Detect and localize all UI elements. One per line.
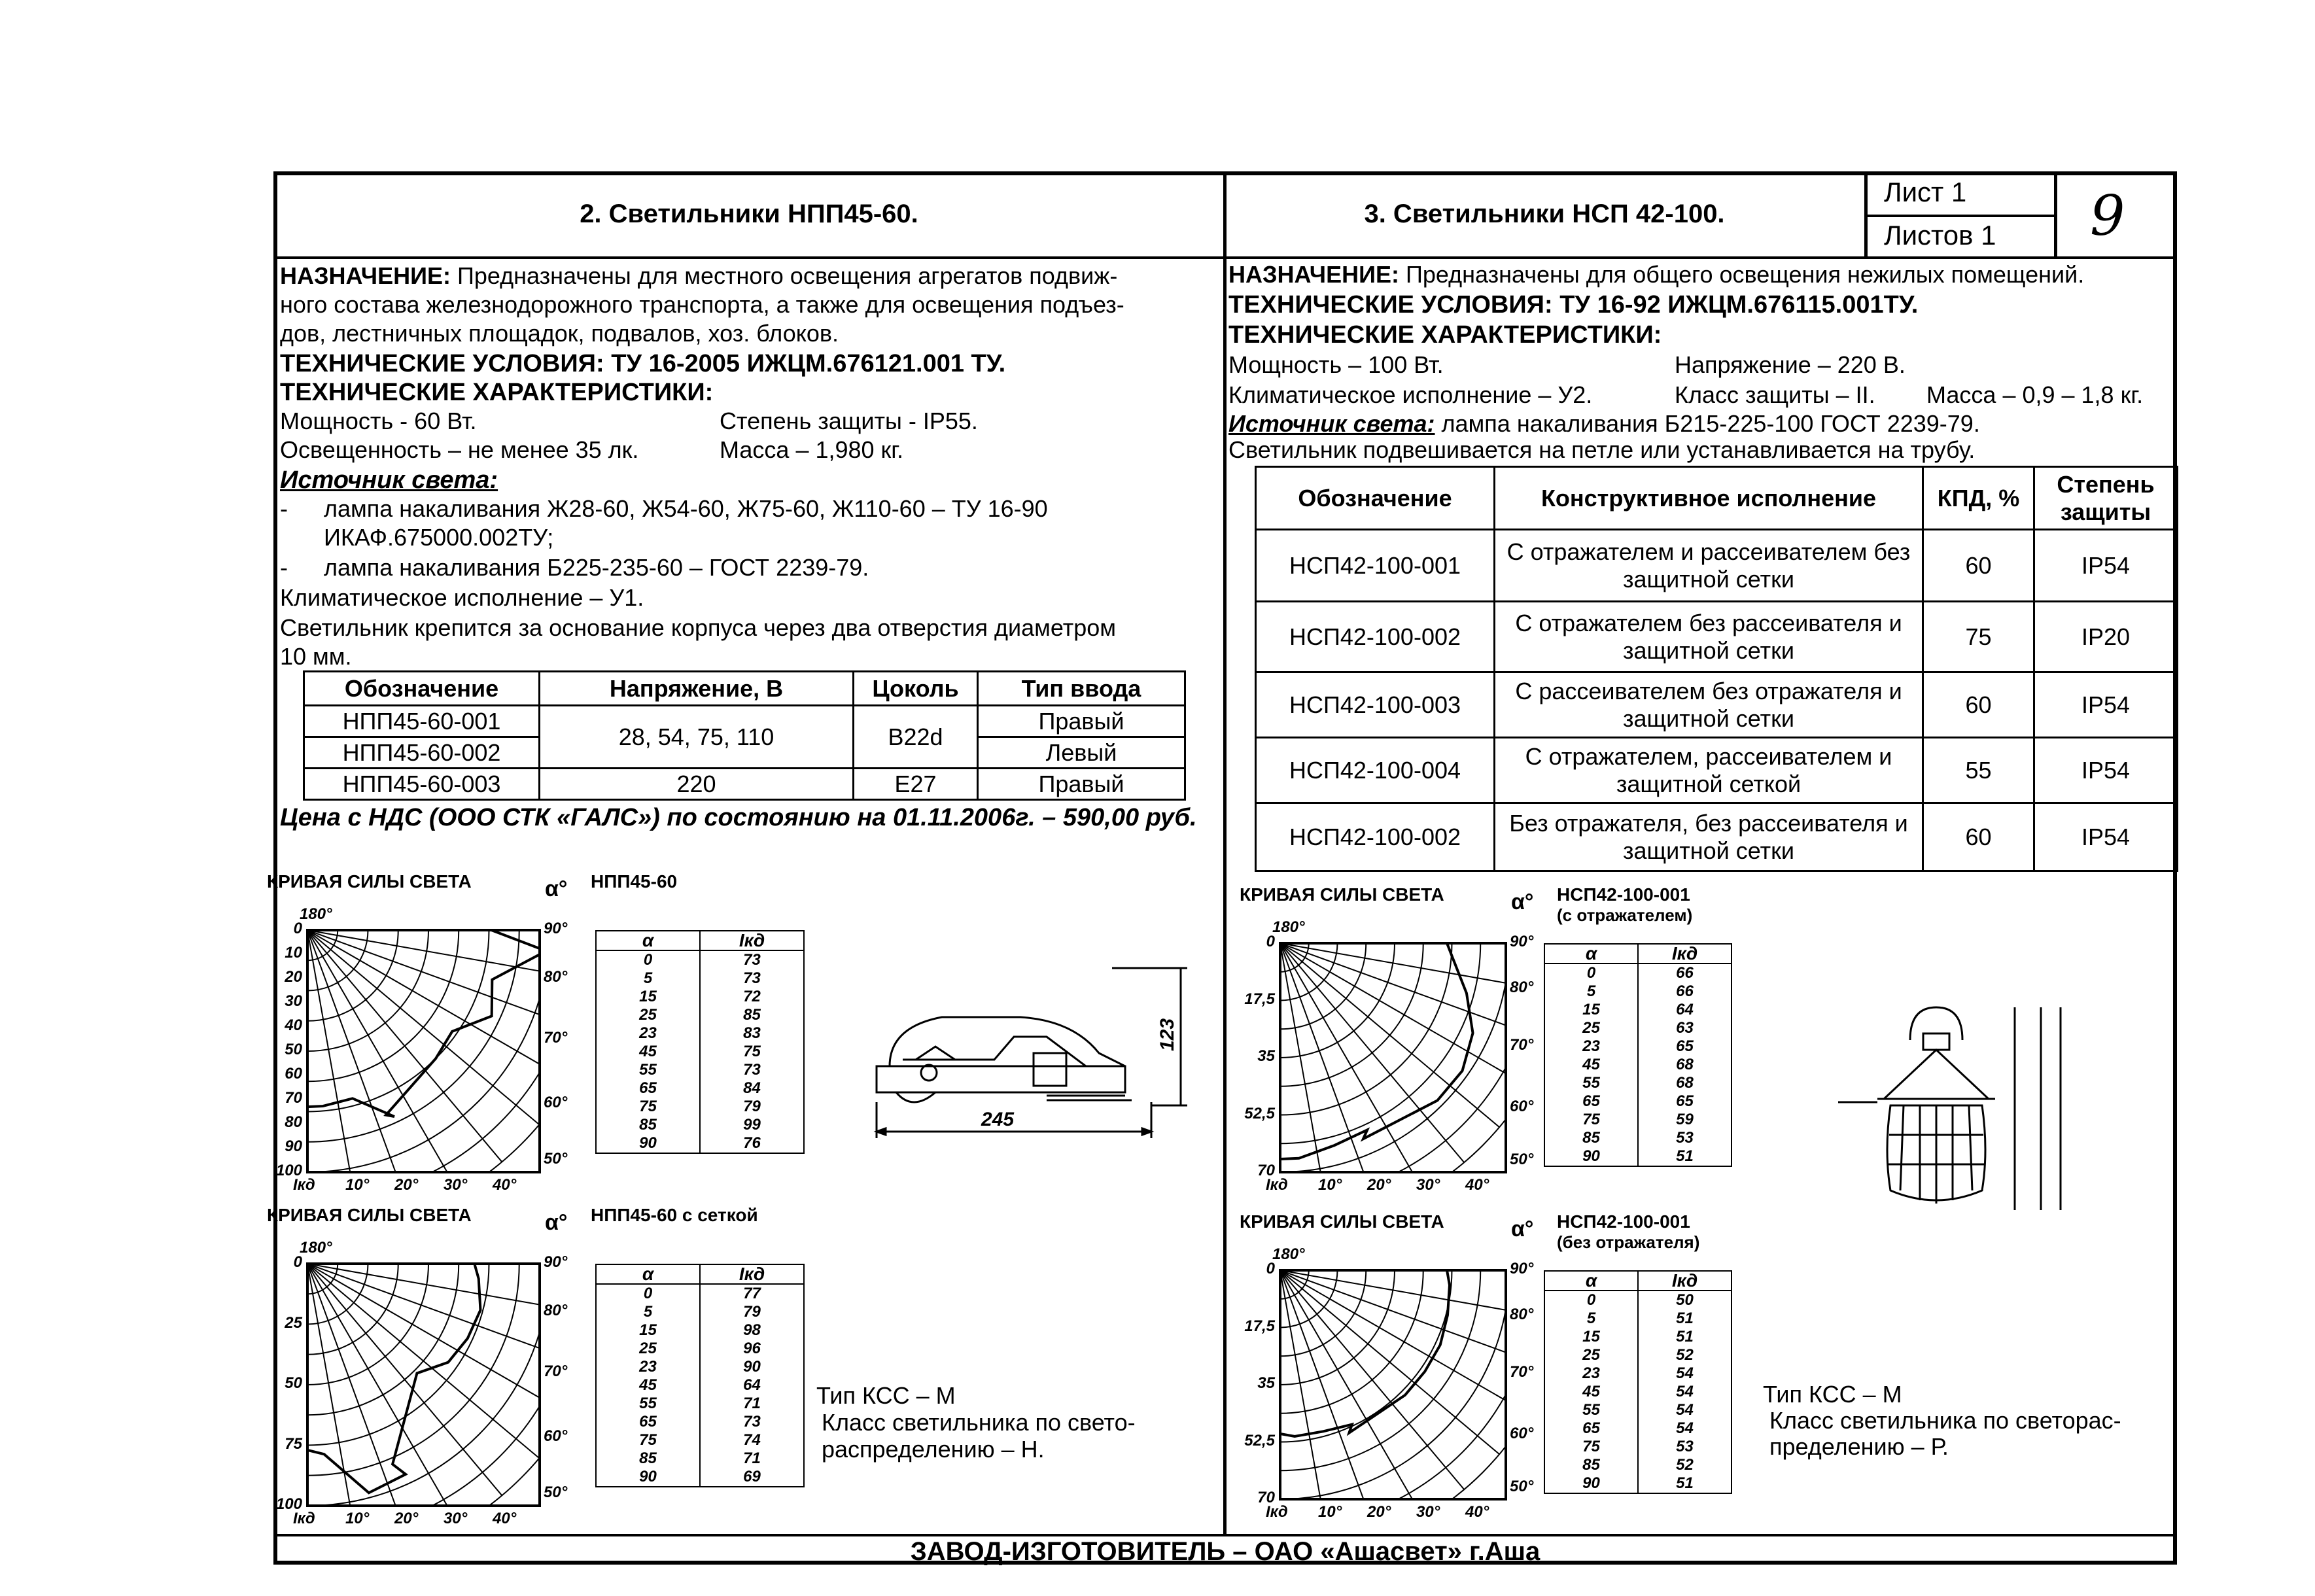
left-mount-b: 10 мм. bbox=[280, 643, 352, 670]
table-cell: 75 bbox=[700, 1043, 804, 1061]
table-cell: НПП45-60-002 bbox=[304, 737, 540, 769]
left-section-title: 2. Светильники НПП45-60. bbox=[580, 200, 918, 228]
y-axis-label: 100 bbox=[275, 1162, 302, 1179]
bottom-degree-label: 10° bbox=[1318, 1176, 1342, 1194]
table-cell: 75 bbox=[596, 1098, 700, 1116]
curve-label: КРИВАЯ СИЛЫ СВЕТА bbox=[1240, 1211, 1444, 1232]
intensity-table bbox=[595, 930, 805, 1154]
table-cell: 77 bbox=[700, 1284, 804, 1303]
left-purpose-line-3: дов, лестничных площадок, подвалов, хоз. блоков. bbox=[280, 320, 839, 347]
table-cell: 15 bbox=[1544, 1001, 1638, 1019]
right-source-heading: Источник света: bbox=[1228, 410, 1435, 437]
y-axis-label: 35 bbox=[1257, 1374, 1275, 1392]
table-cell: С отражателем, рассеивателем и защитной сеткой bbox=[1495, 738, 1923, 803]
table-cell: 65 bbox=[596, 1079, 700, 1098]
right-purpose-label: НАЗНАЧЕНИЕ: bbox=[1228, 261, 1399, 288]
right-mount: Светильник подвешивается на петле или устанавливается на трубу. bbox=[1228, 436, 1976, 463]
side-degree-label: 70° bbox=[544, 1028, 568, 1047]
polar-grid bbox=[306, 929, 541, 1173]
table-cell: 55 bbox=[1544, 1074, 1638, 1092]
table-cell: IP54 bbox=[2034, 672, 2178, 738]
curve-label: КРИВАЯ СИЛЫ СВЕТА bbox=[267, 1205, 472, 1225]
left-purpose-label: НАЗНАЧЕНИЕ: bbox=[280, 262, 451, 289]
table-cell: 59 bbox=[1638, 1111, 1732, 1129]
right-class: Класс защиты – II. bbox=[1675, 381, 1875, 408]
table-cell: IP54 bbox=[2034, 803, 2178, 871]
bottom-degree-label: 10° bbox=[345, 1510, 370, 1527]
side-degree-label: 60° bbox=[544, 1427, 568, 1446]
y-axis-label: 25 bbox=[285, 1313, 302, 1332]
table-header: α bbox=[1544, 944, 1638, 963]
left-protection: Степень защиты - IP55. bbox=[720, 408, 978, 434]
left-lamp1-dash: - bbox=[280, 495, 288, 522]
table-cell: НПП45-60-003 bbox=[304, 769, 540, 800]
left-source-heading: Источник света: bbox=[280, 466, 498, 494]
left-price: Цена с НДС (ООО СТК «ГАЛС») по состоянию на 01.11.2006г. – 590,00 руб. bbox=[280, 804, 1197, 831]
table-cell: 63 bbox=[1638, 1019, 1732, 1037]
table-header: Iкд bbox=[1638, 1271, 1732, 1291]
table-cell: 54 bbox=[1638, 1383, 1732, 1401]
table-cell: 90 bbox=[596, 1134, 700, 1153]
nsp42-luminaire-drawing bbox=[1825, 994, 2074, 1236]
table-cell: 0 bbox=[1544, 1291, 1638, 1310]
table-header: Конструктивное исполнение bbox=[1495, 467, 1923, 530]
table-cell: 65 bbox=[596, 1413, 700, 1431]
y-axis-label: 20 bbox=[285, 968, 302, 986]
table-cell: 66 bbox=[1638, 963, 1732, 982]
table-header: Цоколь bbox=[854, 672, 978, 706]
degree-180-label: 180° bbox=[300, 905, 332, 923]
right-spec-line: ТЕХНИЧЕСКИЕ УСЛОВИЯ: ТУ 16-92 ИЖЦМ.676115.001ТУ. bbox=[1228, 291, 1919, 319]
table-cell: 85 bbox=[596, 1449, 700, 1468]
table-header: Тип ввода bbox=[978, 672, 1185, 706]
left-lamp1-b: ИКАФ.675000.002ТУ; bbox=[324, 524, 554, 551]
table-cell: 71 bbox=[700, 1395, 804, 1413]
table-cell: 45 bbox=[1544, 1056, 1638, 1074]
table-cell: 65 bbox=[1544, 1419, 1638, 1438]
table-header: Iкд bbox=[700, 931, 804, 950]
curve-model-name: НСП42-100-001 bbox=[1557, 884, 1690, 905]
side-degree-label: 60° bbox=[1510, 1425, 1534, 1442]
left-purpose-line-2: ного состава железнодорожного транспорта, а также для освещения подъез- bbox=[280, 291, 1124, 318]
left-dim-height: 123 bbox=[1157, 1018, 1179, 1052]
right-voltage: Напряжение – 220 В. bbox=[1675, 351, 1906, 378]
table-header: α bbox=[596, 1264, 700, 1284]
y-axis-label: 75 bbox=[285, 1434, 302, 1453]
side-degree-label: 70° bbox=[544, 1362, 568, 1380]
bottom-degree-label: 10° bbox=[1318, 1503, 1342, 1521]
left-kss-class-a: Класс светильника по свето- bbox=[822, 1409, 1136, 1436]
left-mass: Масса – 1,980 кг. bbox=[720, 436, 904, 463]
table-cell: 54 bbox=[1638, 1364, 1732, 1383]
degree-180-label: 180° bbox=[300, 1239, 332, 1257]
right-purpose bbox=[1228, 260, 2084, 289]
table-cell: 79 bbox=[700, 1303, 804, 1321]
table-header: α bbox=[1544, 1271, 1638, 1291]
y-axis-label: 90 bbox=[285, 1137, 302, 1155]
table-cell: 75 bbox=[1544, 1438, 1638, 1456]
table-cell: Правый bbox=[978, 769, 1185, 800]
right-kss-class-b: пределению – Р. bbox=[1769, 1433, 1949, 1460]
table-cell: 83 bbox=[700, 1024, 804, 1043]
table-cell: НСП42-100-002 bbox=[1256, 803, 1495, 871]
table-cell: 23 bbox=[1544, 1037, 1638, 1056]
left-power: Мощность - 60 Вт. bbox=[280, 408, 477, 434]
side-degree-label: 70° bbox=[1510, 1035, 1534, 1054]
table-cell: 79 bbox=[700, 1098, 804, 1116]
table-cell: 25 bbox=[1544, 1019, 1638, 1037]
table-cell: 15 bbox=[1544, 1328, 1638, 1346]
bottom-degree-label: 30° bbox=[444, 1176, 468, 1194]
table-cell: 64 bbox=[700, 1376, 804, 1395]
table-cell: E27 bbox=[854, 769, 978, 800]
table-cell: 90 bbox=[700, 1358, 804, 1376]
y-axis-label: 70 bbox=[285, 1089, 302, 1107]
table-cell: IP54 bbox=[2034, 530, 2178, 602]
table-cell: 53 bbox=[1638, 1438, 1732, 1456]
table-cell: 90 bbox=[1544, 1147, 1638, 1166]
y-axis-label: 0 bbox=[293, 1253, 302, 1271]
table-cell: 73 bbox=[700, 950, 804, 969]
table-cell: 0 bbox=[596, 1284, 700, 1303]
table-cell: НПП45-60-001 bbox=[304, 706, 540, 737]
table-cell: 60 bbox=[1923, 672, 2034, 738]
table-cell: 55 bbox=[596, 1395, 700, 1413]
table-cell: 45 bbox=[596, 1376, 700, 1395]
table-cell: 98 bbox=[700, 1321, 804, 1340]
side-degree-label: 90° bbox=[1510, 933, 1534, 950]
left-illuminance: Освещенность – не менее 35 лк. bbox=[280, 436, 639, 463]
bottom-degree-label: 40° bbox=[493, 1176, 517, 1194]
side-degree-label: 90° bbox=[544, 920, 568, 937]
table-cell: 99 bbox=[700, 1116, 804, 1134]
table-cell: 75 bbox=[596, 1431, 700, 1449]
table-cell: 65 bbox=[1638, 1037, 1732, 1056]
kd-unit-label: Iкд bbox=[1266, 1176, 1288, 1194]
table-cell: 0 bbox=[1544, 963, 1638, 982]
table-cell: 72 bbox=[700, 988, 804, 1006]
table-cell: 71 bbox=[700, 1449, 804, 1468]
table-cell: 25 bbox=[596, 1340, 700, 1358]
table-cell: С рассеивателем без отражателя и защитной сетки bbox=[1495, 672, 1923, 738]
kd-unit-label: Iкд bbox=[1266, 1503, 1288, 1521]
table-cell: 51 bbox=[1638, 1147, 1732, 1166]
left-lamp2-dash: - bbox=[280, 554, 288, 581]
intensity-table bbox=[1544, 943, 1732, 1167]
table-cell: 53 bbox=[1638, 1129, 1732, 1147]
bottom-degree-label: 40° bbox=[493, 1510, 517, 1527]
side-degree-label: 50° bbox=[544, 1483, 568, 1501]
left-model-table bbox=[303, 670, 1186, 801]
table-cell: Без отражателя, без рассеивателя и защитной сетки bbox=[1495, 803, 1923, 871]
right-power: Мощность – 100 Вт. bbox=[1228, 351, 1444, 378]
left-lamp2: лампа накаливания Б225-235-60 – ГОСТ 2239-79. bbox=[324, 554, 869, 581]
table-cell: Правый bbox=[978, 706, 1185, 737]
table-cell: 73 bbox=[700, 1413, 804, 1431]
table-cell: 60 bbox=[1923, 530, 2034, 602]
table-header: Обозначение bbox=[1256, 467, 1495, 530]
table-cell: 52 bbox=[1638, 1456, 1732, 1474]
table-cell: 55 bbox=[1923, 738, 2034, 803]
table-cell: НСП42-100-001 bbox=[1256, 530, 1495, 602]
table-cell: 60 bbox=[1923, 803, 2034, 871]
y-axis-label: 0 bbox=[1266, 933, 1275, 950]
bottom-degree-label: 20° bbox=[394, 1176, 419, 1194]
table-cell: 23 bbox=[596, 1024, 700, 1043]
table-cell: 51 bbox=[1638, 1474, 1732, 1493]
right-model-table bbox=[1255, 466, 2178, 872]
y-axis-label: 0 bbox=[1266, 1260, 1275, 1277]
alpha-symbol: α° bbox=[545, 1210, 568, 1235]
bottom-degree-label: 20° bbox=[1367, 1176, 1391, 1194]
right-kss-type: Тип КСС – М bbox=[1763, 1381, 1902, 1408]
side-degree-label: 80° bbox=[1510, 979, 1534, 996]
table-cell: 74 bbox=[700, 1431, 804, 1449]
table-cell: 0 bbox=[596, 950, 700, 969]
table-cell: IP20 bbox=[2034, 602, 2178, 672]
degree-180-label: 180° bbox=[1272, 1245, 1305, 1263]
table-cell: 52 bbox=[1638, 1346, 1732, 1364]
table-cell: С отражателем без рассеивателя и защитной сетки bbox=[1495, 602, 1923, 672]
table-cell: Левый bbox=[978, 737, 1185, 769]
table-header: Iкд bbox=[1638, 944, 1732, 963]
right-mass: Масса – 0,9 – 1,8 кг. bbox=[1926, 381, 2144, 408]
table-cell: 64 bbox=[1638, 1001, 1732, 1019]
right-climate: Климатическое исполнение – У2. bbox=[1228, 381, 1593, 408]
side-degree-label: 50° bbox=[544, 1149, 568, 1168]
right-source-text: лампа накаливания Б215-225-100 ГОСТ 2239-79. bbox=[1435, 410, 1980, 437]
polar-grid bbox=[1279, 1269, 1507, 1501]
table-cell: 5 bbox=[596, 1303, 700, 1321]
y-axis-label: 52,5 bbox=[1244, 1431, 1275, 1449]
bottom-degree-label: 20° bbox=[1367, 1503, 1391, 1521]
table-cell: 66 bbox=[1638, 982, 1732, 1001]
table-cell: 65 bbox=[1544, 1092, 1638, 1111]
footer-rule bbox=[273, 1534, 2177, 1536]
page-number-divider bbox=[2054, 171, 2057, 256]
table-cell: 85 bbox=[1544, 1456, 1638, 1474]
y-axis-label: 70 bbox=[1257, 1162, 1275, 1179]
table-cell: 84 bbox=[700, 1079, 804, 1098]
table-cell: 90 bbox=[596, 1468, 700, 1487]
bottom-degree-label: 30° bbox=[1416, 1176, 1440, 1194]
table-cell: 51 bbox=[1638, 1310, 1732, 1328]
table-cell: 51 bbox=[1638, 1328, 1732, 1346]
y-axis-label: 17,5 bbox=[1244, 1317, 1275, 1335]
curve-label: КРИВАЯ СИЛЫ СВЕТА bbox=[267, 871, 472, 892]
table-cell: 15 bbox=[596, 988, 700, 1006]
side-degree-label: 90° bbox=[544, 1253, 568, 1271]
table-cell: 45 bbox=[596, 1043, 700, 1061]
y-axis-label: 50 bbox=[285, 1374, 302, 1392]
table-cell: 76 bbox=[700, 1134, 804, 1153]
y-axis-label: 30 bbox=[285, 992, 302, 1010]
right-section-title: 3. Светильники НСП 42-100. bbox=[1364, 200, 1725, 228]
kd-unit-label: Iкд bbox=[293, 1176, 315, 1194]
left-purpose bbox=[280, 262, 1117, 290]
table-cell: IP54 bbox=[2034, 738, 2178, 803]
table-cell: НСП42-100-002 bbox=[1256, 602, 1495, 672]
header-rule bbox=[273, 256, 2177, 259]
table-header: Степень защиты bbox=[2034, 467, 2178, 530]
table-cell: НСП42-100-003 bbox=[1256, 672, 1495, 738]
left-spec-line: ТЕХНИЧЕСКИЕ УСЛОВИЯ: ТУ 16-2005 ИЖЦМ.676121.001 ТУ. bbox=[280, 350, 1006, 377]
table-cell: С отражателем и рассеивателем без защитной сетки bbox=[1495, 530, 1923, 602]
bottom-degree-label: 40° bbox=[1465, 1503, 1489, 1521]
table-cell: 45 bbox=[1544, 1383, 1638, 1401]
degree-180-label: 180° bbox=[1272, 918, 1305, 936]
table-cell: 23 bbox=[596, 1358, 700, 1376]
table-cell: 5 bbox=[1544, 982, 1638, 1001]
table-cell: 28, 54, 75, 110 bbox=[540, 706, 854, 769]
intensity-curve bbox=[1280, 943, 1473, 1159]
table-header: α bbox=[596, 931, 700, 950]
y-axis-label: 80 bbox=[285, 1113, 302, 1131]
table-cell: 85 bbox=[1544, 1129, 1638, 1147]
curve-model-name: НСП42-100-001 bbox=[1557, 1211, 1690, 1232]
y-axis-label: 35 bbox=[1257, 1047, 1275, 1065]
curve-model-name: НПП45-60 с сеткой bbox=[591, 1205, 758, 1225]
table-cell: 5 bbox=[596, 969, 700, 988]
table-cell: 23 bbox=[1544, 1364, 1638, 1383]
left-kss-type: Тип КСС – М bbox=[816, 1382, 956, 1409]
table-cell: 55 bbox=[596, 1061, 700, 1079]
y-axis-label: 40 bbox=[285, 1016, 302, 1034]
y-axis-label: 50 bbox=[285, 1041, 302, 1058]
side-degree-label: 70° bbox=[1510, 1362, 1534, 1381]
table-header: КПД, % bbox=[1923, 467, 2034, 530]
table-cell: 73 bbox=[700, 1061, 804, 1079]
polar-grid bbox=[306, 1262, 541, 1507]
intensity-table bbox=[595, 1264, 805, 1487]
right-source bbox=[1228, 409, 1980, 438]
table-header: Обозначение bbox=[304, 672, 540, 706]
table-cell: 5 bbox=[1544, 1310, 1638, 1328]
intensity-table bbox=[1544, 1270, 1732, 1494]
side-degree-label: 80° bbox=[1510, 1306, 1534, 1323]
left-mount-a: Светильник крепится за основание корпуса через два отверстия диаметром bbox=[280, 614, 1116, 641]
alpha-symbol: α° bbox=[1511, 1217, 1534, 1241]
table-cell: 68 bbox=[1638, 1056, 1732, 1074]
table-cell: 50 bbox=[1638, 1291, 1732, 1310]
left-purpose-line-1: Предназначены для местного освещения агрегатов подвиж- bbox=[450, 262, 1118, 289]
left-char-heading: ТЕХНИЧЕСКИЕ ХАРАКТЕРИСТИКИ: bbox=[280, 379, 714, 406]
bottom-degree-label: 30° bbox=[1416, 1503, 1440, 1521]
bottom-degree-label: 40° bbox=[1465, 1176, 1489, 1194]
right-kss-class-a: Класс светильника по светорас- bbox=[1769, 1407, 2121, 1434]
left-dim-width: 245 bbox=[981, 1109, 1015, 1130]
table-cell: 55 bbox=[1544, 1401, 1638, 1419]
table-cell: 54 bbox=[1638, 1419, 1732, 1438]
table-cell: 69 bbox=[700, 1468, 804, 1487]
side-degree-label: 50° bbox=[1510, 1477, 1534, 1495]
table-cell: 25 bbox=[596, 1006, 700, 1024]
table-cell: 68 bbox=[1638, 1074, 1732, 1092]
side-degree-label: 80° bbox=[544, 968, 568, 986]
table-cell: 96 bbox=[700, 1340, 804, 1358]
table-cell: 15 bbox=[596, 1321, 700, 1340]
alpha-symbol: α° bbox=[545, 876, 568, 901]
table-cell: 73 bbox=[700, 969, 804, 988]
table-cell: 65 bbox=[1638, 1092, 1732, 1111]
sheets-label: Листов 1 bbox=[1884, 220, 1996, 251]
page-number: 9 bbox=[2090, 184, 2125, 248]
sheet-box-rule bbox=[1864, 215, 2055, 217]
kd-unit-label: Iкд bbox=[293, 1510, 315, 1527]
y-axis-label: 0 bbox=[293, 920, 302, 937]
side-degree-label: 60° bbox=[544, 1094, 568, 1112]
table-cell: B22d bbox=[854, 706, 978, 769]
bottom-degree-label: 20° bbox=[394, 1510, 419, 1527]
table-cell: 54 bbox=[1638, 1401, 1732, 1419]
curve-model-sub: (без отражателя) bbox=[1557, 1232, 1700, 1252]
table-cell: 85 bbox=[700, 1006, 804, 1024]
y-axis-label: 52,5 bbox=[1244, 1104, 1275, 1122]
side-degree-label: 60° bbox=[1510, 1098, 1534, 1115]
table-header: Iкд bbox=[700, 1264, 804, 1284]
y-axis-label: 100 bbox=[275, 1495, 302, 1513]
manufacturer-footer: ЗАВОД-ИЗГОТОВИТЕЛЬ – ОАО «Ашасвет» г.Аша bbox=[910, 1537, 1540, 1566]
table-cell: 75 bbox=[1544, 1111, 1638, 1129]
curve-model-sub: (с отражателем) bbox=[1557, 905, 1693, 925]
table-cell: 85 bbox=[596, 1116, 700, 1134]
table-header: Напряжение, В bbox=[540, 672, 854, 706]
center-divider bbox=[1223, 171, 1227, 1535]
sheet-box-divider bbox=[1864, 171, 1868, 256]
curve-model-name: НПП45-60 bbox=[591, 871, 678, 892]
polar-grid bbox=[1279, 942, 1507, 1173]
bottom-degree-label: 30° bbox=[444, 1510, 468, 1527]
table-cell: 25 bbox=[1544, 1346, 1638, 1364]
side-degree-label: 90° bbox=[1510, 1260, 1534, 1277]
curve-label: КРИВАЯ СИЛЫ СВЕТА bbox=[1240, 884, 1444, 905]
bottom-degree-label: 10° bbox=[345, 1176, 370, 1194]
side-degree-label: 50° bbox=[1510, 1150, 1534, 1168]
left-lamp1-a: лампа накаливания Ж28-60, Ж54-60, Ж75-60, Ж110-60 – ТУ 16-90 bbox=[324, 495, 1048, 522]
left-climate: Климатическое исполнение – У1. bbox=[280, 584, 644, 611]
npp45-luminaire-drawing bbox=[850, 955, 1217, 1151]
table-cell: 220 bbox=[540, 769, 854, 800]
y-axis-label: 60 bbox=[285, 1065, 302, 1083]
y-axis-label: 17,5 bbox=[1244, 990, 1275, 1008]
y-axis-label: 70 bbox=[1257, 1489, 1275, 1506]
right-char-heading: ТЕХНИЧЕСКИЕ ХАРАКТЕРИСТИКИ: bbox=[1228, 321, 1662, 349]
side-degree-label: 80° bbox=[544, 1302, 568, 1319]
table-cell: 90 bbox=[1544, 1474, 1638, 1493]
table-cell: НСП42-100-004 bbox=[1256, 738, 1495, 803]
right-purpose-text: Предназначены для общего освещения нежилых помещений. bbox=[1399, 261, 2085, 288]
left-kss-class-b: распределению – Н. bbox=[822, 1436, 1045, 1463]
alpha-symbol: α° bbox=[1511, 890, 1534, 914]
y-axis-label: 10 bbox=[285, 944, 302, 962]
sheet-label: Лист 1 bbox=[1884, 177, 1967, 207]
table-cell: 75 bbox=[1923, 602, 2034, 672]
